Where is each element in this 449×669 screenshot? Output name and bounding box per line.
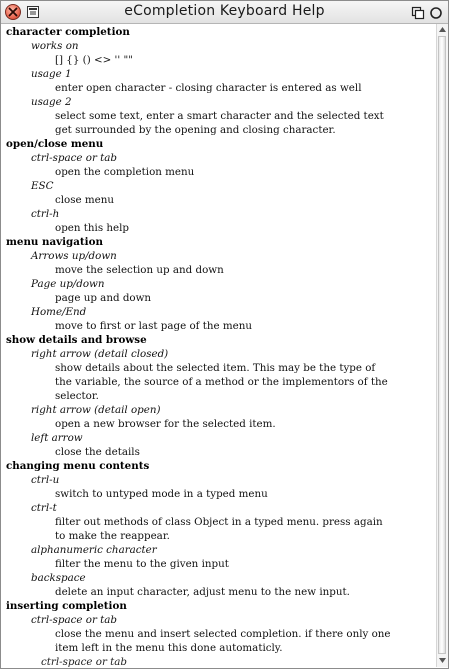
shortcut-description: close the details — [55, 446, 140, 458]
shortcut-description: filter the menu to the given input — [55, 558, 229, 570]
shortcut-key: backspace — [31, 572, 86, 584]
shortcut-key: ctrl-space or tab — [31, 152, 118, 164]
shortcut-description: the variable, the source of a method or the implementors of the — [55, 376, 388, 388]
window-title: eCompletion Keyboard Help — [124, 3, 325, 19]
section-heading: inserting completion — [6, 600, 127, 612]
shortcut-description: to make the reappear. — [55, 530, 170, 542]
shortcut-description: select some text, enter a smart character and the selected text — [55, 110, 384, 122]
scrollbar-thumb[interactable] — [438, 36, 446, 654]
shortcut-description: delete an input character, adjust menu to the new input. — [55, 586, 350, 598]
collapse-icon — [411, 6, 425, 20]
section-heading: show details and browse — [6, 334, 147, 346]
collapse-button[interactable] — [411, 5, 425, 19]
shortcut-description: open the completion menu — [55, 166, 195, 178]
shortcut-description: show details about the selected item. This may be the type of — [55, 362, 376, 374]
shortcut-description: move to first or last page of the menu — [55, 320, 252, 332]
shortcut-key: ctrl-t — [31, 502, 57, 514]
shortcut-key: ctrl-u — [31, 474, 60, 486]
shortcut-key: ctrl-h — [31, 208, 60, 220]
arrow-up-icon[interactable] — [438, 25, 447, 34]
shortcut-key: usage 1 — [31, 68, 72, 80]
shortcut-key: Arrows up/down — [31, 250, 117, 262]
vertical-scrollbar[interactable] — [436, 24, 448, 667]
shortcut-description: switch to untyped mode in a typed menu — [55, 488, 268, 500]
shortcut-key: usage 2 — [31, 96, 72, 108]
shortcut-description: page up and down — [55, 292, 152, 304]
expand-icon — [429, 6, 443, 20]
section-heading: changing menu contents — [6, 460, 150, 472]
shortcut-description: open this help — [55, 222, 130, 234]
section-heading: menu navigation — [6, 236, 103, 248]
shortcut-description: item left in the menu this done automaticly. — [55, 642, 283, 654]
expand-button[interactable] — [429, 5, 443, 19]
title-bar[interactable] — [1, 1, 448, 24]
shortcut-description: filter out methods of class Object in a typed menu. press again — [55, 516, 383, 528]
clipped-line — [41, 656, 128, 669]
shortcut-key: Home/End — [31, 306, 87, 318]
help-text-pane — [6, 25, 434, 665]
shortcut-key: left arrow — [31, 432, 83, 444]
shortcut-key: right arrow (detail open) — [31, 404, 161, 416]
shortcut-key: ESC — [31, 180, 54, 192]
shortcut-description: close menu — [55, 194, 115, 206]
shortcut-description: close the menu and insert selected completion. if there only one — [55, 628, 391, 640]
clipped-key: ctrl-space or tab — [41, 656, 128, 668]
shortcut-description: enter open character - closing character is entered as well — [55, 82, 362, 94]
section-heading: open/close menu — [6, 138, 104, 150]
shortcut-description: open a new browser for the selected item. — [55, 418, 276, 430]
shortcut-key: ctrl-space or tab — [31, 614, 118, 626]
shortcut-description: selector. — [55, 390, 99, 402]
shortcut-description: move the selection up and down — [55, 264, 224, 276]
arrow-down-icon[interactable] — [438, 656, 447, 665]
section-heading: character completion — [6, 26, 130, 38]
shortcut-key: works on — [31, 40, 79, 52]
shortcut-key: right arrow (detail closed) — [31, 348, 169, 360]
shortcut-key: alphanumeric character — [31, 544, 157, 556]
shortcut-description: get surrounded by the opening and closing character. — [55, 124, 336, 136]
shortcut-key: Page up/down — [31, 278, 105, 290]
shortcut-description: [] {} () <> '' "" — [55, 54, 133, 66]
